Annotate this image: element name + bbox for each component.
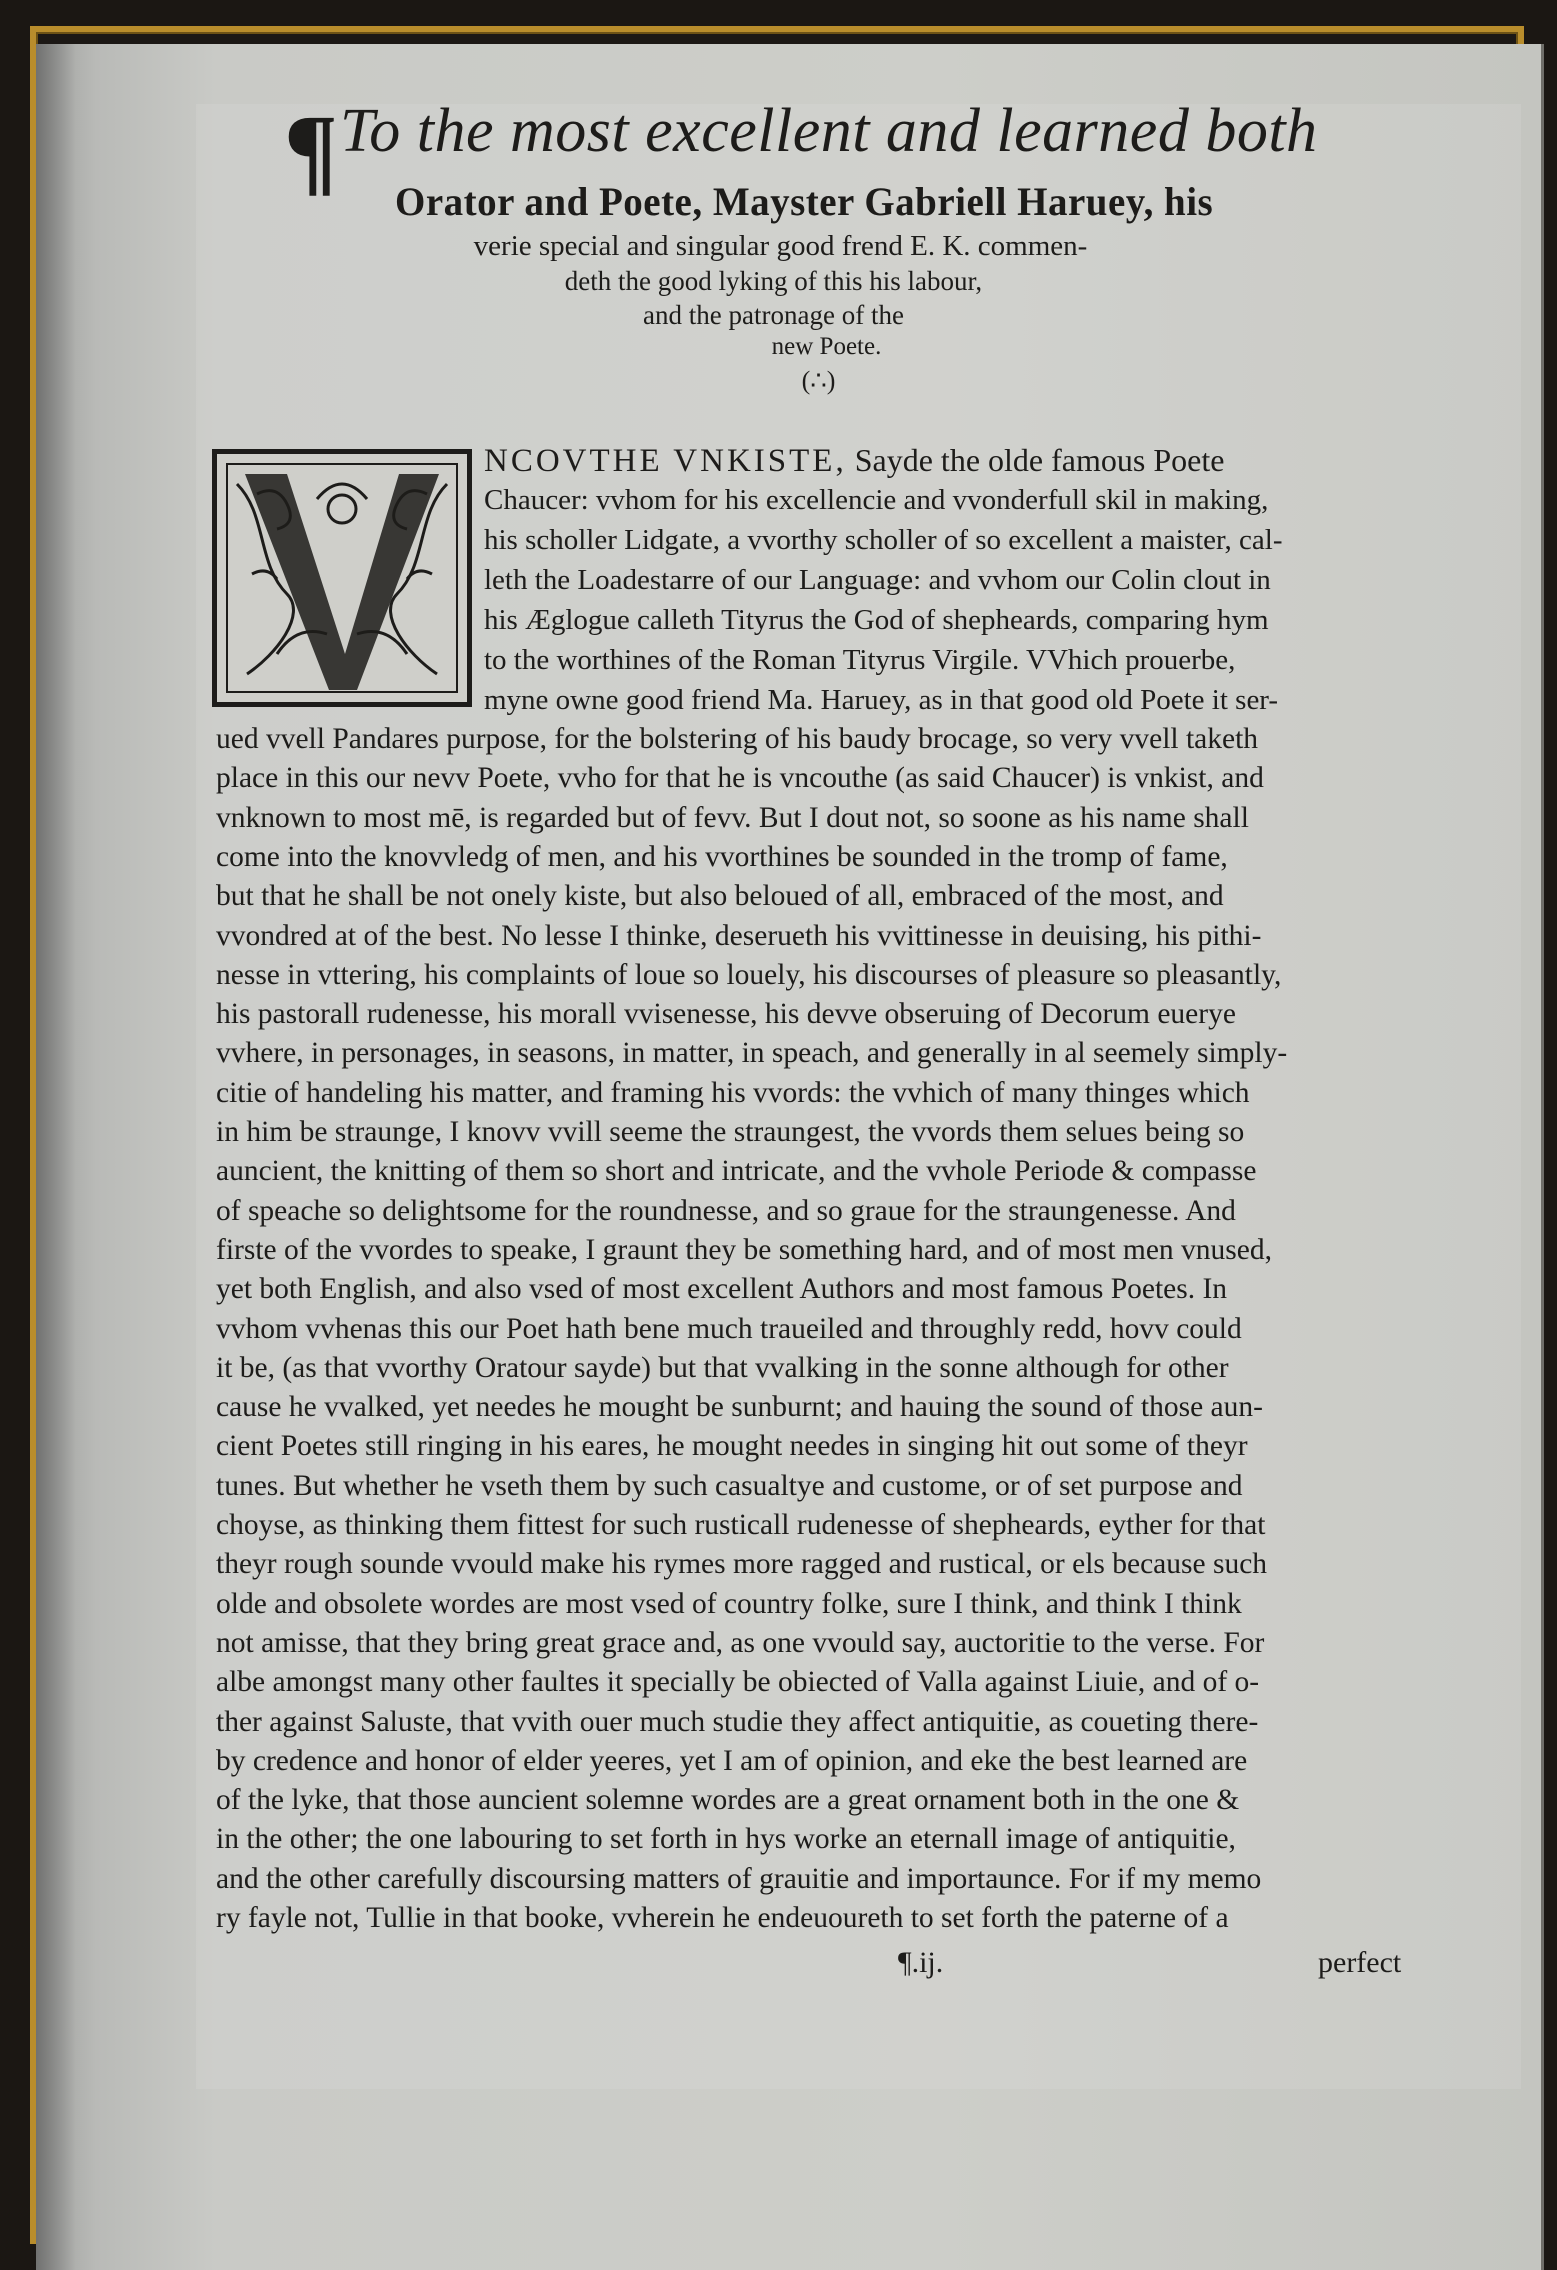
body-line: ther against Saluste, that vvith ouer much studie they affect antiquitie, as coueting there- <box>216 1705 1259 1738</box>
body-line: vnknown to most mē, is regarded but of fevv. But I dout not, so soone as his name shall <box>216 801 1249 834</box>
opening-caps: NCOVTHE VNKISTE, <box>484 443 847 479</box>
body-line: place in this our nevv Poete, vvho for that he is vncouthe (as said Chaucer) is vnkist, and <box>216 762 1264 795</box>
body-line: theyr rough sounde vvould make his rymes more ragged and rustical, or els because such <box>216 1548 1268 1581</box>
catchword: perfect <box>1318 1946 1402 1979</box>
subtitle-line-2: deth the good lyking of this his labour, <box>564 266 983 296</box>
indented-line: Chaucer: vvhom for his excellencie and vvonderfull skil in making, <box>484 484 1269 516</box>
body-line: of the lyke, that those auncient solemne wordes are a great ornament both in the one & <box>216 1784 1240 1817</box>
pilcrow-mark: ¶ <box>287 94 337 205</box>
body-line: in him be straunge, I knovv vvill seeme the straungest, the vvords them selues being so <box>216 1116 1245 1148</box>
body-line: by credence and honor of elder yeeres, yet I am of opinion, and eke the best learned are <box>216 1744 1248 1777</box>
indented-line: to the worthines of the Roman Tityrus Virgile. VVhich prouerbe, <box>484 644 1236 676</box>
subtitle-line-4: new Poete. <box>771 333 882 360</box>
body-line: but that he shall be not onely kiste, but also beloued of all, embraced of the most, and <box>216 880 1224 913</box>
body-line: olde and obsolete wordes are most vsed of country folke, sure I think, and think I think <box>216 1587 1242 1620</box>
title-blackletter-line: Orator and Poete, Mayster Gabriell Haruey, his <box>395 179 1214 224</box>
body-line: cause he vvalked, yet needes he mought be sunburnt; and hauing the sound of those aun- <box>216 1391 1263 1424</box>
body-line: albe amongst many other faultes it specially be obiected of Valla against Liuie, and of o- <box>216 1666 1260 1699</box>
body-line: of speache so delightsome for the roundnesse, and so graue for the straungenesse. And <box>216 1194 1236 1227</box>
initial-letter-shape <box>217 454 467 702</box>
body-line: auncient, the knitting of them so short and intricate, and the vvhole Periode & compasse <box>216 1155 1257 1188</box>
body-line: firste of the vvordes to speake, I graunt they be something hard, and of most men vnused, <box>216 1233 1273 1266</box>
decorated-initial <box>212 449 472 707</box>
body-line: not amisse, that they bring great grace and, as one vvould say, auctoritie to the verse. For <box>216 1626 1265 1659</box>
indented-line: myne owne good friend Ma. Haruey, as in that good old Poete it ser- <box>484 684 1279 716</box>
opening-rest: Sayde the olde famous Poete <box>846 442 1225 478</box>
body-line: ry fayle not, Tullie in that booke, vvherein he endeuoureth to set forth the paterne of a <box>216 1902 1229 1934</box>
subtitle-line-3: and the patronage of the <box>643 300 904 330</box>
ornament-mark: (∴) <box>801 366 836 395</box>
page-title: To the most excellent and learned both <box>340 97 1318 165</box>
opening-line <box>484 444 1224 478</box>
body-line: it be, (as that vvorthy Oratour sayde) but that vvalking in the sonne although for other <box>216 1351 1229 1384</box>
body-line: vvhom vvhenas this our Poet hath bene much traueiled and throughly redd, hovv could <box>216 1312 1242 1345</box>
body-line: come into the knovvledg of men, and his vvorthines be sounded in the tromp of fame, <box>216 840 1228 873</box>
indented-line: leth the Loadestarre of our Language: and vvhom our Colin clout in <box>484 564 1271 596</box>
body-line: vvhere, in personages, in seasons, in matter, in speach, and generally in al seemely simply- <box>216 1037 1288 1070</box>
signature-mark: ¶.ij. <box>898 1946 944 1979</box>
body-line: nesse in vttering, his complaints of loue so louely, his discourses of pleasure so pleasantly, <box>216 958 1282 991</box>
indented-line: his scholler Lidgate, a vvorthy scholler of so excellent a maister, cal- <box>484 524 1283 556</box>
body-line: citie of handeling his matter, and framing his vvords: the vvhich of many thinges which <box>216 1076 1250 1109</box>
subtitle-line-1: verie special and singular good frend E. K. commen- <box>473 230 1088 262</box>
body-line: in the other; the one labouring to set forth in hys worke an eternall image of antiquitie, <box>216 1823 1236 1856</box>
body-line: choyse, as thinking them fittest for such rusticall rudenesse of shepheards, eyther for that <box>216 1509 1266 1541</box>
body-line: and the other carefully discoursing matters of grauitie and importaunce. For if my memo <box>216 1862 1262 1895</box>
body-line: tunes. But whether he vseth them by such casualtye and custome, or of set purpose and <box>216 1469 1243 1502</box>
body-line: vvondred at of the best. No lesse I thinke, deserueth his vvittinesse in deuising, his pithi- <box>216 919 1262 952</box>
body-line: his pastorall rudenesse, his morall vvisenesse, his devve obseruing of Decorum euerye <box>216 998 1236 1031</box>
body-line: ued vvell Pandares purpose, for the bolstering of his baudy brocage, so very vvell taketh <box>216 723 1259 755</box>
body-line: yet both English, and also vsed of most excellent Authors and most famous Poetes. In <box>216 1273 1228 1306</box>
indented-line: his Æglogue calleth Tityrus the God of shepheards, comparing hym <box>484 604 1269 636</box>
body-line: cient Poetes still ringing in his eares, he mought needes in singing hit out some of theyr <box>216 1430 1248 1463</box>
